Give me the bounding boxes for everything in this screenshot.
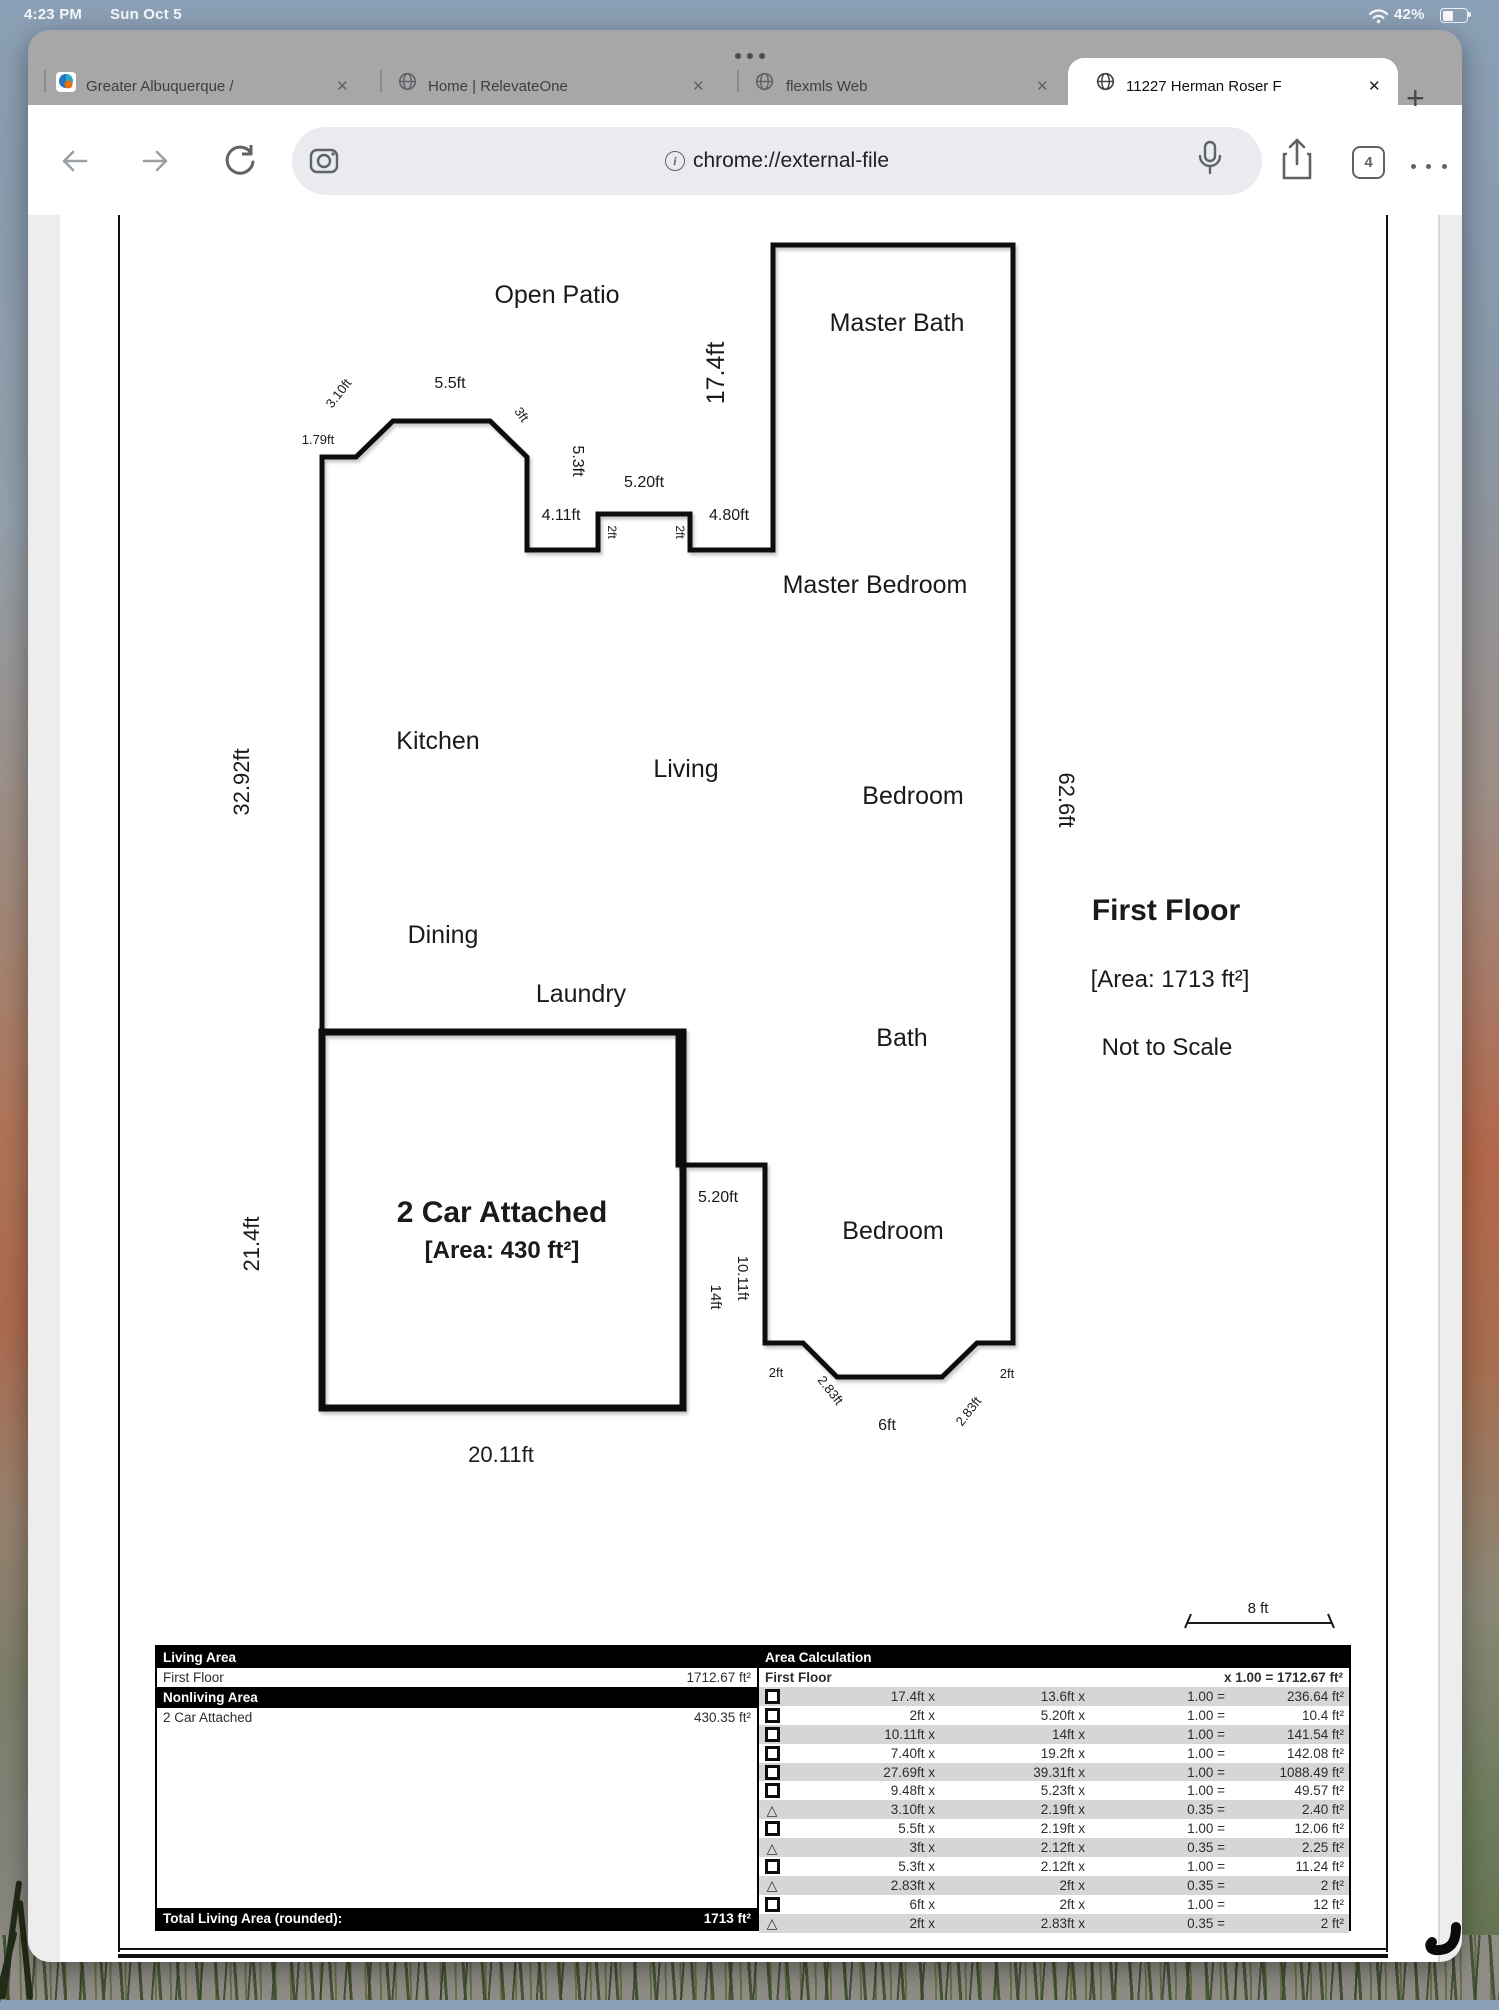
plan-label: 10.11ft <box>734 1255 751 1301</box>
battery-nub <box>1468 12 1471 17</box>
calc-cell: 0.35 = <box>1187 1915 1225 1931</box>
calc-cell: 17.4ft x <box>890 1688 935 1704</box>
calc-cell: 5.23ft x <box>1040 1783 1085 1799</box>
calc-cell: 19.2ft x <box>1040 1745 1085 1761</box>
total-living-area-row: Total Living Area (rounded): 1713 ft² <box>157 1908 757 1929</box>
calc-row <box>759 1781 1349 1800</box>
plan-label: 14ft <box>707 1284 724 1310</box>
triangle-shape-icon: △ <box>766 1801 778 1818</box>
tab-flexmls[interactable]: flexmls Web <box>786 78 868 95</box>
plan-label: 2ft <box>605 525 619 539</box>
tab-divider <box>44 70 46 92</box>
calc-cell: 7.40ft x <box>890 1745 935 1761</box>
plan-label: 21.4ft <box>239 1216 264 1272</box>
calc-cell: 0.35 = <box>1187 1802 1225 1818</box>
plan-label: 5.20ft <box>697 1189 739 1206</box>
plan-label: 2ft <box>768 1365 784 1380</box>
back-icon[interactable] <box>58 146 90 176</box>
calc-cell: 12.06 ft² <box>1294 1821 1344 1837</box>
plan-label: Master Bedroom <box>782 571 968 599</box>
plan-label: Bath <box>876 1024 928 1052</box>
calc-cell: 236.64 ft² <box>1286 1688 1344 1704</box>
plan-label: Laundry <box>535 980 627 1008</box>
calc-cell: 2 ft² <box>1320 1877 1344 1893</box>
triangle-shape-icon: △ <box>766 1839 778 1856</box>
calc-cell: 10.11ft x <box>884 1726 935 1742</box>
living-area-header: Living Area <box>157 1647 757 1668</box>
tab4-close-icon[interactable]: ✕ <box>1368 78 1381 95</box>
wifi-icon <box>1368 8 1389 24</box>
tab1-close-icon[interactable]: ✕ <box>336 78 349 95</box>
calc-row <box>759 1687 1349 1706</box>
tab-herman-roser-active[interactable]: 11227 Herman Roser F <box>1126 78 1282 95</box>
calc-cell: 1088.49 ft² <box>1279 1764 1344 1780</box>
calc-cell: 5.20ft x <box>1040 1707 1085 1723</box>
calc-cell: 2ft x <box>1059 1896 1085 1912</box>
calc-cell: 1.00 = <box>1187 1783 1225 1799</box>
plan-label: Open Patio <box>494 281 620 309</box>
plan-label: 2.83ft <box>952 1393 985 1429</box>
tab-divider <box>737 70 739 92</box>
plan-label: 6ft <box>878 1417 896 1434</box>
calc-cell: 5.5ft x <box>898 1821 935 1837</box>
menu-icon[interactable] <box>1408 156 1450 174</box>
tab-greater-albuquerque[interactable]: Greater Albuquerque / <box>86 78 234 95</box>
calc-cell: 1.00 = <box>1187 1707 1225 1723</box>
tab1-favicon <box>56 72 76 92</box>
page-frame-right <box>1386 215 1388 1952</box>
calc-cell: 2 ft² <box>1320 1915 1344 1931</box>
area-table <box>155 1645 1351 1931</box>
calc-cell: 2.12ft x <box>1040 1840 1085 1856</box>
calc-cell: 14ft x <box>1051 1726 1085 1742</box>
table-row: First Floor 1712.67 ft² <box>163 1670 751 1685</box>
calc-cell: 2.25 ft² <box>1301 1840 1344 1856</box>
nonliving-area-header: Nonliving Area <box>157 1687 757 1708</box>
reload-icon[interactable] <box>222 142 258 178</box>
calc-cell: 2.19ft x <box>1040 1802 1085 1818</box>
square-shape-icon <box>765 1783 780 1798</box>
calc-cell: 2.83ft x <box>890 1877 935 1893</box>
plan-label: Dining <box>407 921 479 949</box>
calc-row <box>759 1895 1349 1914</box>
plan-label: [Area: 430 ft²] <box>424 1237 580 1264</box>
plan-label: 3.10ft <box>322 375 355 411</box>
mic-icon[interactable] <box>1196 140 1224 180</box>
plan-label: 17.4ft <box>702 341 730 405</box>
calc-cell: 2ft x <box>909 1707 935 1723</box>
calc-cell: 6ft x <box>909 1896 935 1912</box>
scale-bar-label: 8 ft <box>1247 1600 1269 1617</box>
calc-cell: 9.48ft x <box>890 1783 935 1799</box>
calc-row <box>759 1763 1349 1782</box>
forward-icon[interactable] <box>140 146 172 176</box>
tab3-close-icon[interactable]: ✕ <box>1036 78 1049 95</box>
calc-cell: 10.4 ft² <box>1301 1707 1344 1723</box>
calc-cell: 1.00 = <box>1187 1764 1225 1780</box>
calc-cell: 3.10ft x <box>890 1802 935 1818</box>
square-shape-icon <box>765 1765 780 1780</box>
calc-cell: 2ft x <box>909 1915 935 1931</box>
triangle-shape-icon: △ <box>766 1915 778 1932</box>
battery-icon <box>1440 8 1468 23</box>
calc-cell: 3ft x <box>909 1840 935 1856</box>
square-shape-icon <box>765 1727 780 1742</box>
calc-cell: 142.08 ft² <box>1286 1745 1344 1761</box>
area-calculation-table <box>757 1647 1349 1932</box>
plan-label: 4.80ft <box>708 507 750 524</box>
plan-label: 3ft <box>511 404 532 425</box>
calc-cell: 2ft x <box>1059 1877 1085 1893</box>
calc-cell: 2.83ft x <box>1040 1915 1085 1931</box>
calc-cell: 2.19ft x <box>1040 1821 1085 1837</box>
calc-row <box>759 1857 1349 1876</box>
globe-icon <box>1096 72 1115 91</box>
living-area-table <box>157 1647 757 1929</box>
calc-cell: 13.6ft x <box>1040 1688 1085 1704</box>
calc-cell: 2.40 ft² <box>1301 1802 1344 1818</box>
plan-label: 62.6ft <box>1054 772 1079 828</box>
calc-cell: 12 ft² <box>1313 1896 1344 1912</box>
square-shape-icon <box>765 1897 780 1912</box>
calc-cell: 1.00 = <box>1187 1726 1225 1742</box>
status-date: Sun Oct 5 <box>110 6 182 23</box>
spacer <box>157 1727 757 1908</box>
calc-row <box>759 1706 1349 1725</box>
table-row: 2 Car Attached 430.35 ft² <box>163 1710 751 1725</box>
url-text: chrome://external-file <box>692 149 890 172</box>
square-shape-icon <box>765 1821 780 1836</box>
plan-label: 2 Car Attached <box>396 1196 608 1229</box>
calc-cell: 0.35 = <box>1187 1840 1225 1856</box>
calc-subtotal-row: First Floor x 1.00 = 1712.67 ft² <box>765 1670 1343 1685</box>
tab-count-button[interactable]: 4 <box>1352 146 1385 179</box>
new-tab-button[interactable]: + <box>1406 80 1425 116</box>
status-time: 4:23 PM <box>24 6 83 23</box>
plan-label: Bedroom <box>842 1217 944 1245</box>
tab2-close-icon[interactable]: ✕ <box>692 78 705 95</box>
page-frame-left <box>118 215 120 1952</box>
plan-label: 1.79ft <box>301 432 335 447</box>
plan-label: 32.92ft <box>229 748 254 816</box>
calc-rows <box>759 1687 1349 1933</box>
page-frame-bottom2 <box>118 1954 1388 1958</box>
url-display[interactable] <box>292 127 1262 195</box>
page-frame-bottom <box>118 1948 1388 1950</box>
calc-cell: 141.54 ft² <box>1286 1726 1344 1742</box>
tab-relevateone[interactable]: Home | RelevateOne <box>428 78 568 95</box>
area-calculation-header: Area Calculation <box>759 1647 1349 1668</box>
plan-label: 4.11ft <box>541 507 581 524</box>
globe-icon <box>755 72 774 91</box>
calc-cell: 49.57 ft² <box>1294 1783 1344 1799</box>
plan-label: Bedroom <box>862 782 964 810</box>
calc-row <box>759 1876 1349 1895</box>
info-icon[interactable]: i <box>665 151 685 171</box>
plan-label: Master Bath <box>829 309 965 337</box>
calc-cell: 27.69ft x <box>883 1764 935 1780</box>
plan-label: Kitchen <box>396 727 480 755</box>
battery-percent: 42% <box>1394 6 1425 23</box>
calc-cell: 11.24 ft² <box>1295 1858 1344 1874</box>
calc-cell: 0.35 = <box>1187 1877 1225 1893</box>
calc-row <box>759 1800 1349 1819</box>
plan-label: Living <box>653 755 719 783</box>
calc-cell: 1.00 = <box>1187 1821 1225 1837</box>
plan-label: First Floor <box>1091 894 1241 927</box>
calc-row <box>759 1725 1349 1744</box>
tab-divider <box>380 70 382 92</box>
plan-label: 5.3ft <box>569 445 586 477</box>
square-shape-icon <box>765 1689 780 1704</box>
calc-row <box>759 1838 1349 1857</box>
calc-cell: 5.3ft x <box>898 1858 935 1874</box>
globe-icon <box>398 72 417 91</box>
plan-label: 2ft <box>673 525 687 539</box>
calc-row <box>759 1744 1349 1763</box>
share-icon[interactable] <box>1280 138 1314 182</box>
calc-row <box>759 1914 1349 1933</box>
window-drag-handle[interactable] <box>732 46 768 64</box>
plan-label: 5.20ft <box>623 474 665 491</box>
triangle-shape-icon: △ <box>766 1877 778 1894</box>
calc-cell: 1.00 = <box>1187 1896 1225 1912</box>
calc-cell: 39.31ft x <box>1033 1764 1085 1780</box>
plan-label: 5.5ft <box>434 375 466 392</box>
plan-label: 2.83ft <box>814 1372 847 1408</box>
plan-label: 20.11ft <box>468 1442 534 1467</box>
plan-label: 2ft <box>999 1366 1015 1381</box>
calc-cell: 1.00 = <box>1187 1858 1225 1874</box>
calc-row <box>759 1819 1349 1838</box>
calc-cell: 2.12ft x <box>1040 1858 1085 1874</box>
plan-label: Not to Scale <box>1101 1034 1233 1061</box>
square-shape-icon <box>765 1746 780 1761</box>
square-shape-icon <box>765 1859 780 1874</box>
square-shape-icon <box>765 1708 780 1723</box>
calc-cell: 1.00 = <box>1187 1745 1225 1761</box>
calc-cell: 1.00 = <box>1187 1688 1225 1704</box>
plan-label: [Area: 1713 ft²] <box>1090 966 1250 993</box>
